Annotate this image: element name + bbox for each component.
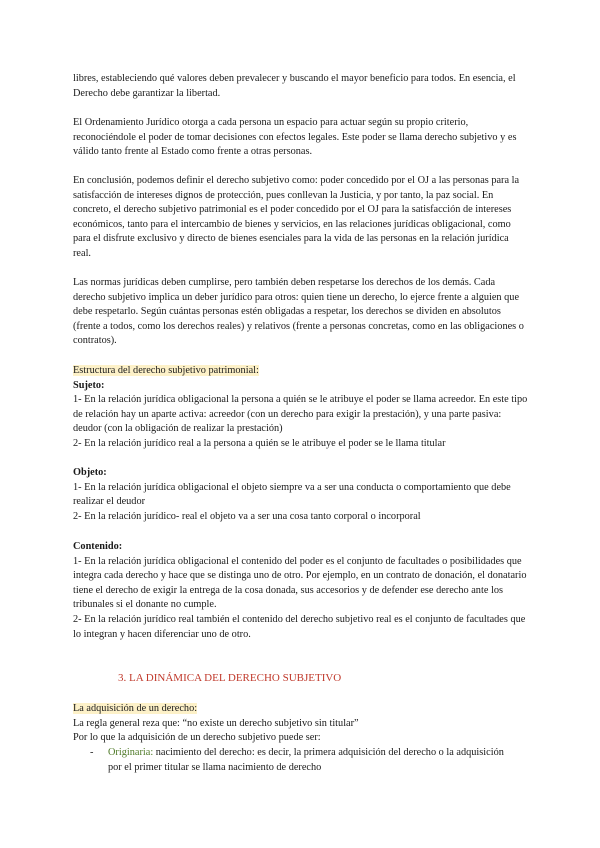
bullet-dash: - [90,747,94,758]
objeto-section [73,466,529,524]
paragraph-conclusion: En conclusión, podemos definir el derecho subjetivo como: poder concedido por el OJ a las personas para la satisfacción de intereses dignos de protección, pues conllevan la Justicia, y por tanto, la paz social. En concreto, el derecho subjetivo patrimonial es el poder concedido por el OJ para la satisfacción de intereses económicos, tanto para el intercambio de bienes y servicios, en las relaciones jurídicas obligacional, como para el disfrute exclusivo y directo de bienes esenciales para la vida de las personas en la relación jurídica real. [73,175,520,259]
estructura-section [73,364,529,452]
originaria-text: nacimiento del derecho: es decir, la primera adquisición del derecho o la adquisición por el primer titular se llama nacimiento de derecho [108,747,504,773]
objeto-item-2: 2- En la relación jurídico- real el objeto va a ser una cosa tanto corporal o incorporal [73,510,421,522]
contenido-item-1: 1- En la relación jurídica obligacional el contenido del poder es el conjunto de facultades o posibilidades que integra cada derecho y hace que se distinga uno de otro. Por ejemplo, en un contrato de donación, el donatario tiene el derecho de exigir la entrega de la cosa donada, sus accesorios y de defender ese derecho ante los tribunales si el donante no cumple. [73,555,527,611]
paragraph-normas: Las normas jurídicas deben cumplirse, pero también deben respetarse los derechos de los demás. Cada derecho subjetivo implica un deber jurídico para otros: quien tiene un derecho, lo ejerce frente a alguien que debe respetarlo. Según cuántas personas estén obligadas a respetar, los derechos se dividen en absolutos (frente a todos, como los derechos reales) y relativos (frente a personas concretas, como en las obligaciones o contratos). [73,277,524,347]
paragraph-ordenamiento: El Ordenamiento Jurídico otorga a cada persona un espacio para actuar según su propio criterio, reconociéndole el poder de tomar decisiones con efectos legales. Este poder se llama derecho subjetivo y es válido tanto frente al Estado como frente a otras personas. [73,117,517,158]
objeto-label: Objeto: [73,467,107,478]
objeto-item-1: 1- En la relación jurídica obligacional el objeto siempre va a ser una conducta o comportamiento que debe realizar el deudor [73,481,511,508]
sujeto-item-1: 1- En la relación jurídica obligacional la persona a quién se le atribuye el poder se llama acreedor. En este tipo de relación hay un aparte activa: acreedor (con un derecho para exigir la prestación), y una parte pasiva: deudor (con la obligación de realizar la prestación) [73,394,528,435]
section-3-heading: 3. LA DINÁMICA DEL DERECHO SUBJETIVO [118,672,342,684]
sujeto-label: Sujeto: [73,379,105,391]
adquisicion-intro: Por lo que la adquisición de un derecho subjetivo puede ser: [73,732,321,744]
adquisicion-section [73,702,529,746]
originaria-term: Originaria: [108,747,154,758]
contenido-item-2: 2- En la relación jurídico real también el contenido del derecho subjetivo real es el conjunto de facultades que lo integran y hacen diferenciar uno de otro. [73,613,526,640]
paragraph-libertad: libres, estableciendo qué valores deben prevalecer y buscando el mayor beneficio para todos. En esencia, el Derecho debe garantizar la libertad. [73,73,516,99]
estructura-title: Estructura del derecho subjetivo patrimonial: [73,365,259,376]
contenido-label: Contenido: [73,541,123,552]
contenido-section [73,540,529,642]
sujeto-item-2: 2- En la relación jurídico real a la persona a quién se le atribuye el poder se le llama titular [73,437,446,449]
regla-general: La regla general reza que: “no existe un derecho subjetivo sin titular” [73,717,359,729]
adquisicion-title: La adquisición de un derecho: [73,703,198,714]
